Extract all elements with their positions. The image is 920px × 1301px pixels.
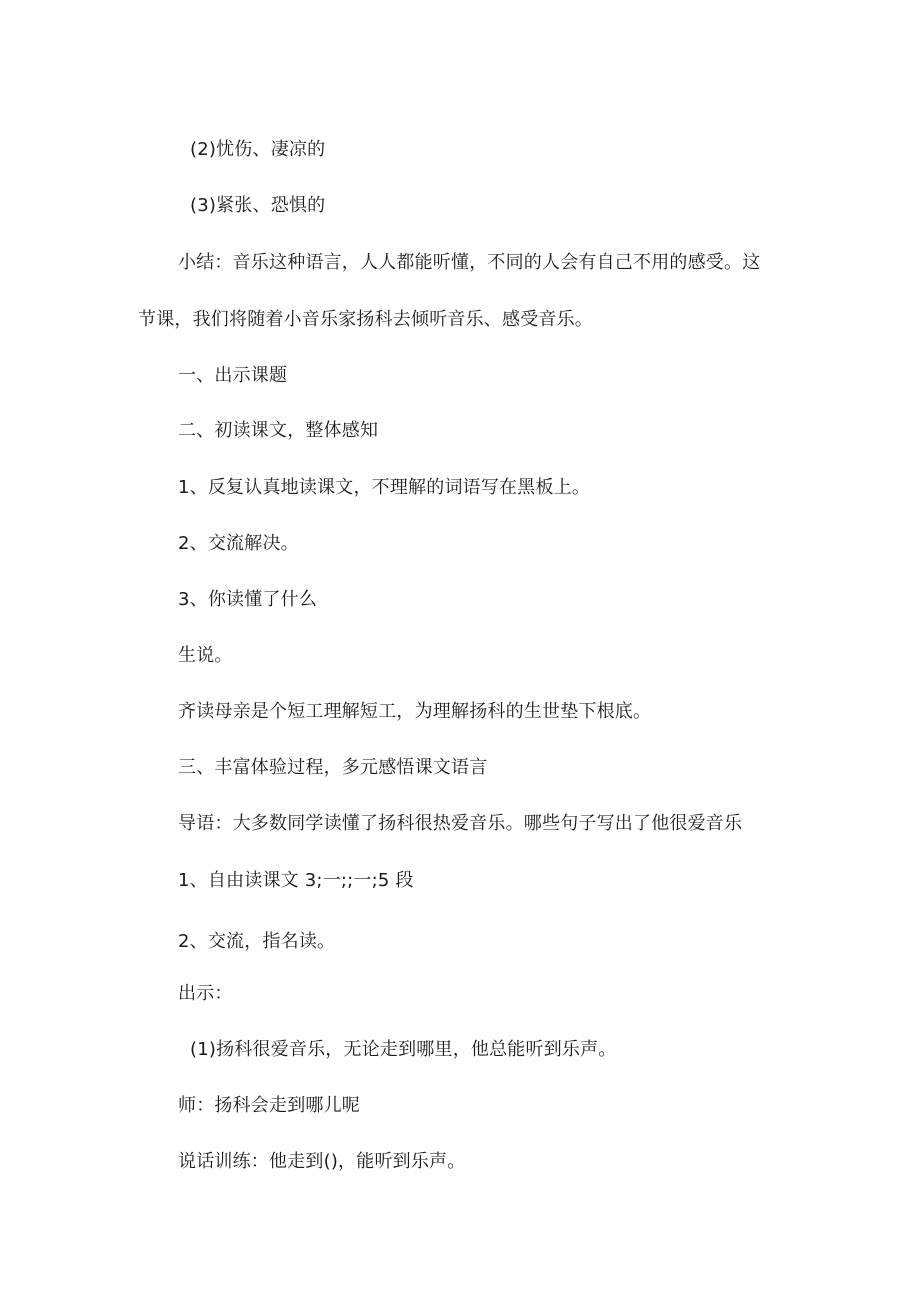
text-line: 师：扬科会走到哪儿呢	[178, 1095, 360, 1116]
text-line: (2)忧伤、凄凉的	[190, 139, 326, 160]
text-line: (1)扬科很爱音乐，无论走到哪里，他总能听到乐声。	[190, 1039, 617, 1060]
list-item: 1、反复认真地读课文，不理解的词语写在黑板上。	[178, 477, 591, 498]
section-heading: 三、丰富体验过程，多元感悟课文语言	[178, 757, 488, 778]
text-line: 节课，我们将随着小音乐家扬科去倾听音乐、感受音乐。	[138, 309, 593, 330]
text-line: 出示：	[178, 983, 233, 1004]
text-line: 生说。	[178, 645, 233, 666]
text-line: (3)紧张、恐惧的	[190, 195, 326, 216]
text-line: 小结：音乐这种语言，人人都能听懂，不同的人会有自己不用的感受。这	[178, 252, 761, 273]
text-line: 说话训练：他走到()，能听到乐声。	[178, 1151, 466, 1172]
list-item: 3、你读懂了什么	[178, 589, 318, 610]
section-heading: 二、初读课文，整体感知	[178, 420, 379, 441]
text-line: 导语：大多数同学读懂了扬科很热爱音乐。哪些句子写出了他很爱音乐	[178, 813, 743, 834]
list-item: 2、交流，指名读。	[178, 931, 336, 952]
text-line: 齐读母亲是个短工理解短工，为理解扬科的生世垫下根底。	[178, 701, 652, 722]
list-item: 2、交流解决。	[178, 533, 299, 554]
list-item: 1、自由读课文 3;一;;一;5 段	[178, 870, 414, 891]
section-heading: 一、出示课题	[178, 365, 288, 386]
